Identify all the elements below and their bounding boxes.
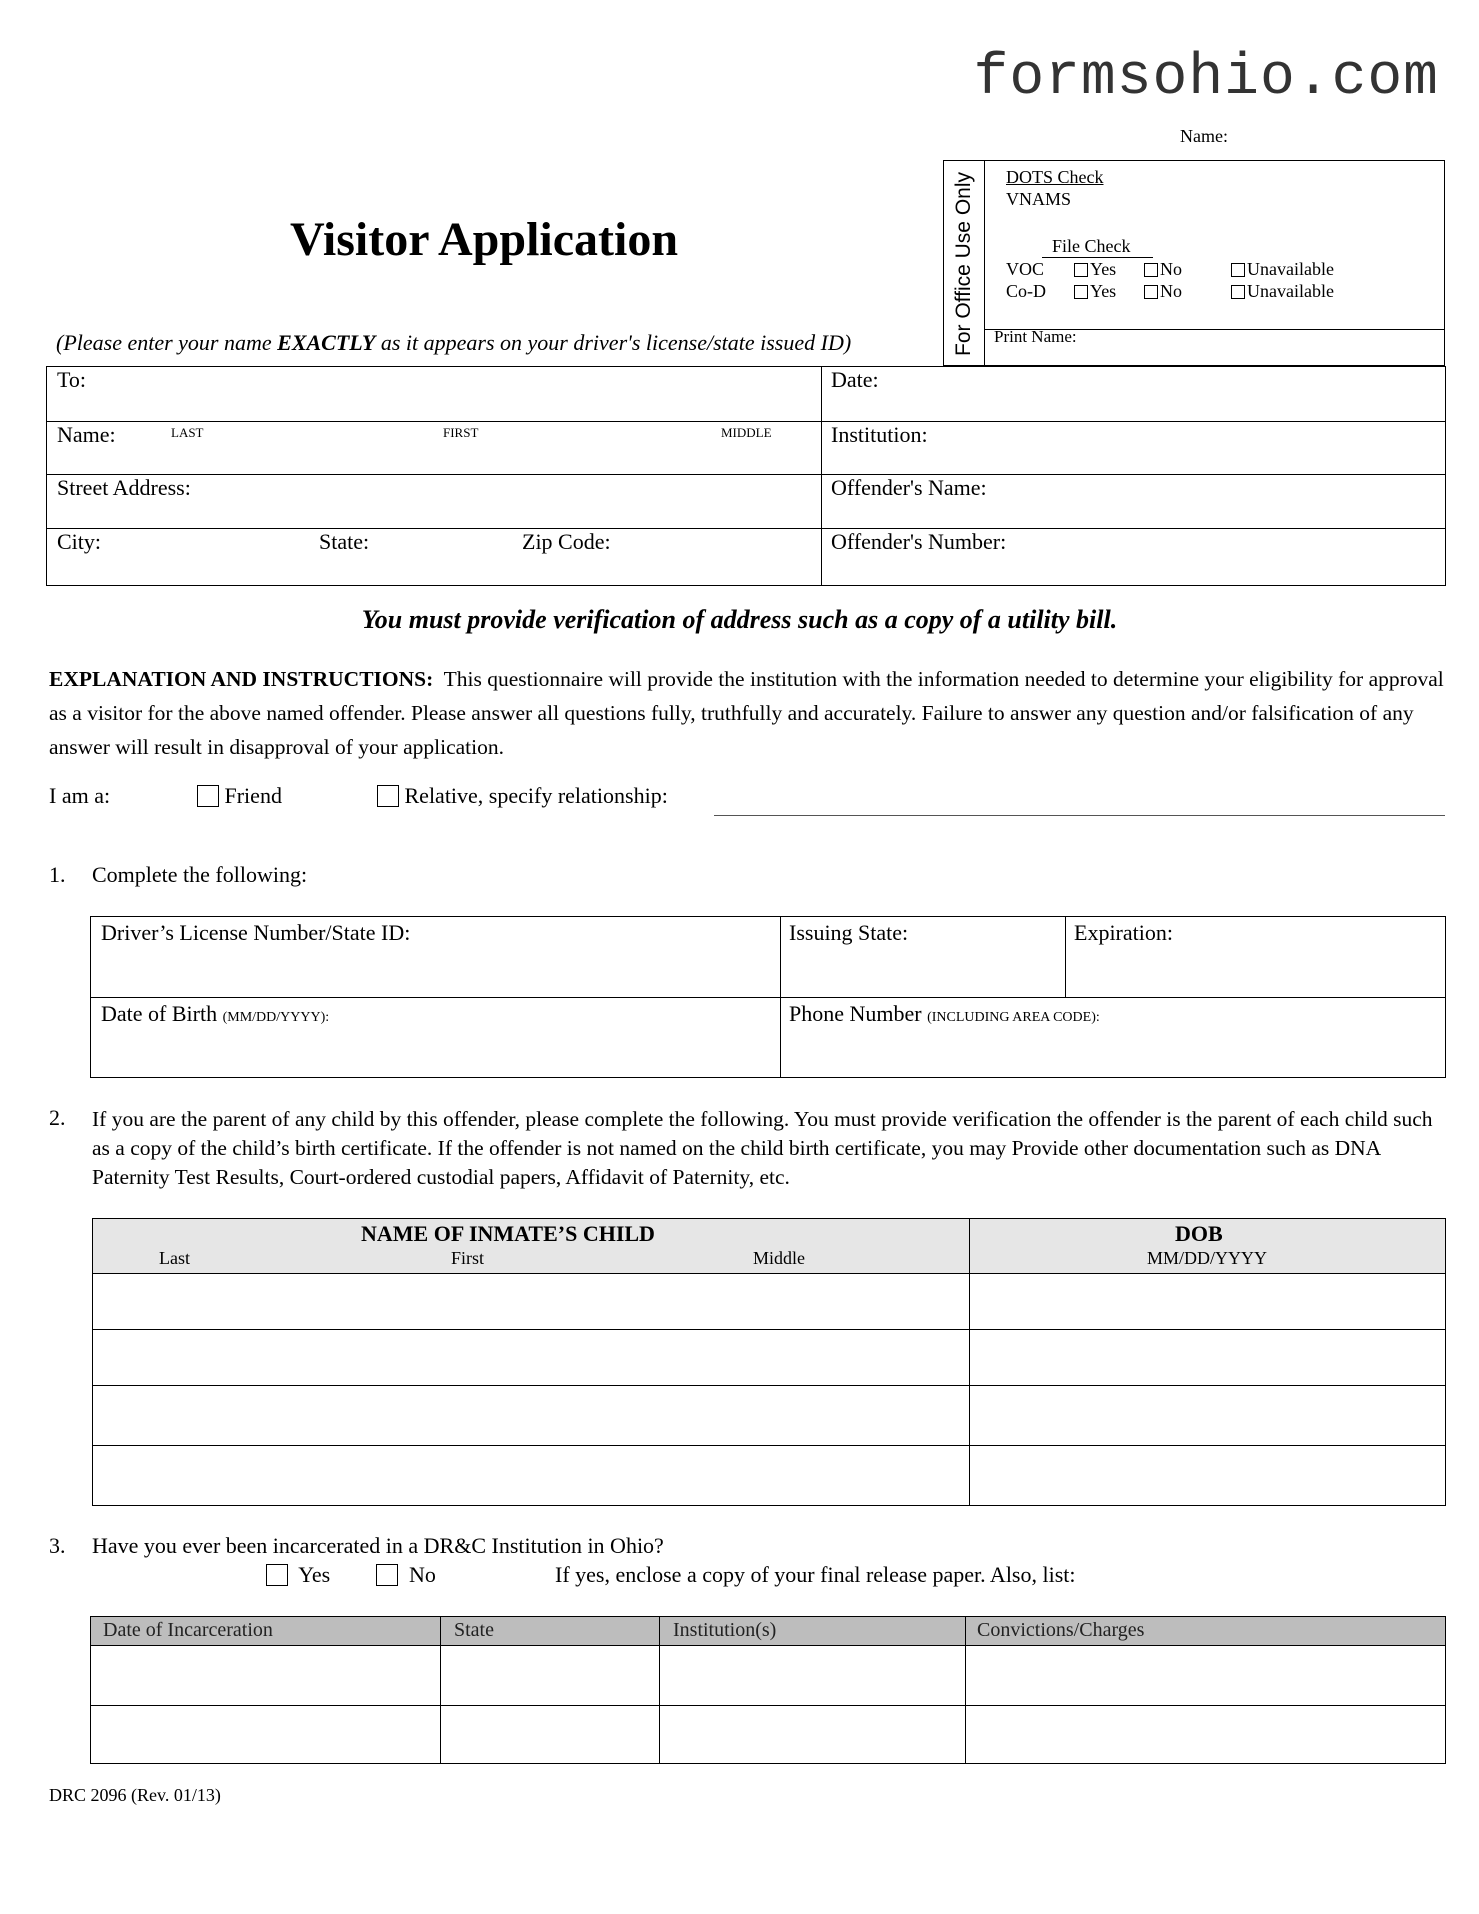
q2-number: 2. [49, 1105, 66, 1130]
license-number-field[interactable]: Driver’s License Number/State ID: [101, 920, 411, 945]
phone-format: (INCLUDING AREA CODE): [927, 1010, 1100, 1025]
offender-number-field[interactable]: Offender's Number: [831, 529, 1007, 554]
friend-checkbox[interactable] [197, 785, 219, 807]
q3-yes-option[interactable] [266, 1562, 330, 1588]
cod-unavailable[interactable] [1231, 281, 1334, 302]
cod-no-checkbox[interactable] [1144, 285, 1158, 299]
voc-yes-checkbox[interactable] [1074, 263, 1088, 277]
relative-checkbox[interactable] [377, 785, 399, 807]
explanation-text: This questionnaire will provide the institution with the information needed to determine your eligibility for approval as a visitor for the above named offender. Please answer all questions fully, truthfully and accurately. Failure to answer any question and/or falsification of any answer will result in disapproval of your application. [49, 667, 1444, 759]
child-last-header: Last [159, 1248, 190, 1268]
voc-unavailable[interactable] [1231, 259, 1334, 280]
q3-followup: If yes, enclose a copy of your final release paper. Also, list: [555, 1562, 1076, 1587]
q3-no-option[interactable] [376, 1562, 436, 1588]
incarceration-institution-header: Institution(s) [673, 1619, 777, 1641]
file-check-label: File Check [1042, 236, 1153, 258]
dob-format: (MM/DD/YYYY): [222, 1010, 330, 1025]
note-bold: EXACTLY [277, 330, 376, 355]
child-dob-format: MM/DD/YYYY [1147, 1248, 1268, 1268]
voc-label: VOC [1006, 259, 1045, 279]
print-name-label: Print Name: [994, 327, 1077, 346]
incarceration-date-header: Date of Incarceration [103, 1619, 273, 1641]
name-first-caption: FIRST [443, 425, 479, 440]
explanation-heading: EXPLANATION AND INSTRUCTIONS: [49, 667, 434, 691]
address-verification-note: You must provide verification of address such as a copy of a utility bill. [361, 605, 1118, 634]
license-table [90, 916, 1446, 1078]
iam-label: I am a: [49, 783, 111, 808]
children-table [92, 1218, 1446, 1506]
date-of-birth-field[interactable] [101, 1001, 329, 1027]
voc-no-checkbox[interactable] [1144, 263, 1158, 277]
office-name-label: Name: [1180, 126, 1228, 146]
expiration-field[interactable]: Expiration: [1074, 920, 1173, 945]
street-address-field[interactable]: Street Address: [57, 475, 191, 500]
state-field[interactable]: State: [319, 529, 370, 554]
child-first-header: First [451, 1248, 485, 1268]
phone-label: Phone Number [789, 1001, 922, 1026]
q1-number: 1. [49, 862, 66, 887]
voc-yes[interactable] [1074, 259, 1116, 280]
dots-check-label: DOTS Check [1006, 167, 1104, 187]
watermark: formsohio.com [973, 46, 1439, 111]
incarceration-state-header: State [454, 1619, 494, 1641]
cod-yes-checkbox[interactable] [1074, 285, 1088, 299]
explanation-paragraph [49, 662, 1449, 764]
offender-name-field[interactable]: Offender's Name: [831, 475, 987, 500]
institution-field[interactable]: Institution: [831, 422, 928, 447]
cod-no[interactable] [1144, 281, 1182, 302]
vnams-label: VNAMS [1006, 189, 1072, 209]
cod-yes[interactable] [1074, 281, 1116, 302]
cod-unavailable-label: Unavailable [1247, 281, 1334, 301]
voc-no-label: No [1160, 259, 1182, 279]
q3-no-label: No [409, 1562, 436, 1587]
incarceration-table [90, 1616, 1446, 1764]
voc-unavailable-label: Unavailable [1247, 259, 1334, 279]
office-use-vertical-label: For Office Use Only [952, 172, 975, 356]
page-title: Visitor Application [290, 213, 679, 266]
voc-unavailable-checkbox[interactable] [1231, 263, 1245, 277]
name-middle-caption: MIDDLE [721, 425, 772, 440]
q1-text: Complete the following: [92, 862, 308, 887]
q3-no-checkbox[interactable] [376, 1564, 398, 1586]
relative-option[interactable] [377, 783, 668, 809]
cod-no-label: No [1160, 281, 1182, 301]
note-pre: (Please enter your name [56, 330, 278, 355]
city-field[interactable]: City: [57, 529, 102, 554]
cod-yes-label: Yes [1090, 281, 1117, 301]
q2-text: If you are the parent of any child by this offender, please complete the following. You must provide verification the offender is the parent of each child such as a copy of the child’s birth certificate. If the offender is not named on the child birth certificate, you may Provide other documentation such as DNA Paternity Test Results, Court-ordered custodial papers, Affidavit of Paternity, etc. [92, 1107, 1433, 1189]
incarceration-convictions-header: Convictions/Charges [977, 1619, 1145, 1641]
cod-unavailable-checkbox[interactable] [1231, 285, 1245, 299]
child-dob-header: DOB [1175, 1221, 1223, 1246]
zip-code-field[interactable]: Zip Code: [522, 529, 611, 554]
form-number-footer: DRC 2096 (Rev. 01/13) [49, 1785, 221, 1805]
q3-text: Have you ever been incarcerated in a DR&C Institution in Ohio? [92, 1533, 664, 1558]
voc-yes-label: Yes [1090, 259, 1117, 279]
voc-no[interactable] [1144, 259, 1182, 280]
q3-yes-label: Yes [298, 1562, 331, 1587]
relationship-input-line[interactable] [714, 815, 1445, 816]
cod-label: Co-D [1006, 281, 1046, 301]
children-table-heading: NAME OF INMATE’S CHILD [361, 1221, 655, 1246]
office-use-box [943, 160, 1445, 366]
child-middle-header: Middle [753, 1248, 805, 1268]
visitor-info-grid [46, 366, 1446, 586]
note-post: as it appears on your driver's license/state issued ID) [375, 330, 852, 355]
q3-number: 3. [49, 1533, 66, 1558]
q3-yes-checkbox[interactable] [266, 1564, 288, 1586]
issuing-state-field[interactable]: Issuing State: [789, 920, 909, 945]
friend-label: Friend [224, 783, 282, 808]
to-field[interactable]: To: [57, 367, 87, 392]
name-field[interactable]: Name: [57, 422, 116, 447]
phone-number-field[interactable] [789, 1001, 1100, 1027]
friend-option[interactable] [197, 783, 282, 809]
name-last-caption: LAST [171, 425, 204, 440]
name-instruction-note [56, 330, 851, 356]
dob-label: Date of Birth [101, 1001, 218, 1026]
relative-label: Relative, specify relationship: [404, 783, 668, 808]
date-field[interactable]: Date: [831, 367, 879, 392]
